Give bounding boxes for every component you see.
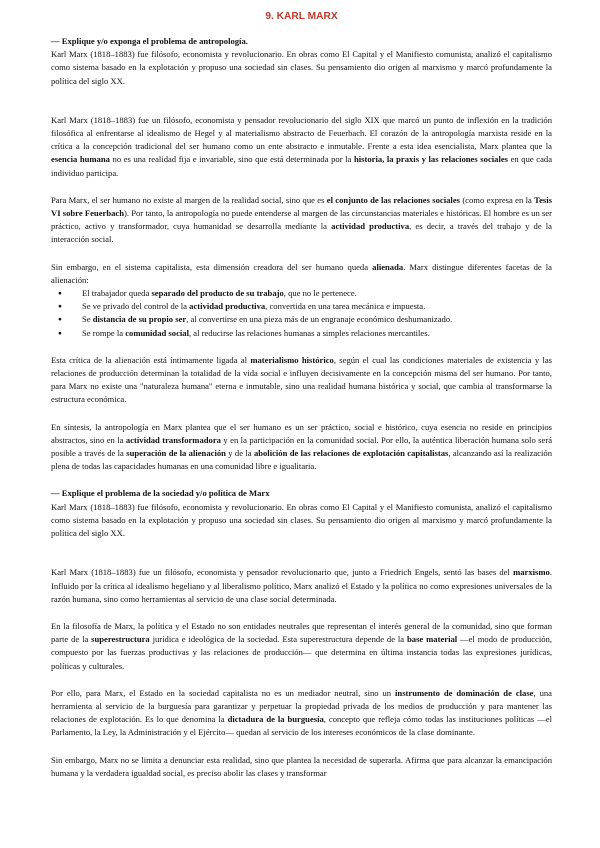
section-heading-anthropology: — Explique y/o exponga el problema de antropología. xyxy=(51,36,248,46)
list-item: ● El trabajador queda separado del producto de su trabajo, que no le pertenece. xyxy=(51,287,552,300)
paragraph: Esta crítica de la alienación está íntimamente ligada al materialismo histórico, según el cual las condiciones materiales de existencia y las relaciones de producción determinan la totalidad de la vida social e influyen decisivamente en la concepción misma del ser humano. Por tanto, para Marx no existe una "naturaleza humana" eterna e inmutable, sino una realidad humana histórica y social, que cambia al transformarse la estructura económica. xyxy=(51,354,552,405)
paragraph: En síntesis, la antropología en Marx plantea que el ser humano es un ser práctico, social e histórico, cuya esencia no reside en principios abstractos, sino en la actividad transformadora y en la participación en la comunidad social. Por ello, la auténtica liberación humana solo será posible a través de la superación de la alienación y de la abolición de las relaciones de explotación capitalistas, alcanzando así la realización plena de todas las capacidades humanas en una comunidad libre e igualitaria. xyxy=(51,421,553,472)
paragraph: Sin embargo, en el sistema capitalista, esta dimensión creadora del ser humano queda alienada. Marx distingue diferentes facetas de la alienación: xyxy=(51,261,552,285)
paragraph: Por ello, para Marx, el Estado en la sociedad capitalista no es un mediador neutral, sino un instrumento de dominación de clase, una herramienta al servicio de la burguesía para garantizar y perpetuar la propiedad privada de los medios de producción y para mantener las relaciones de explotación. Es lo que denomina la dictadura de la burguesía, concepto que refleja cómo todas las instituciones políticas —el Parlamento, la Ley, la Administración y el Ejército— quedan al servicio de los intereses económicos de la clase dominante. xyxy=(51,687,552,738)
paragraph: Karl Marx (1818–1883) fue un filósofo, economista y pensador revolucionario que, junto a Friedrich Engels, sentó las bases del marxismo. Influido por la crítica al idealismo hegeliano y al liberalismo político, Marx analizó el Estado y la política no como expresiones universales de la razón humana, sino como herramientas al servicio de una clase social determinada. xyxy=(51,567,552,604)
list-item: ● Se distancia de su propio ser, al convertirse en una pieza más de un engranaje económico deshumanizado. xyxy=(51,313,552,326)
alienation-list xyxy=(51,287,552,340)
intro-paragraph: Karl Marx (1818–1883) fue filósofo, economista y revolucionario. En obras como El Capital y el Manifiesto comunista, analizó el capitalismo como sistema basado en la explotación y propuso una sociedad sin clases. Su pensamiento dio origen al marxismo y marcó profundamente la política del siglo XX. xyxy=(51,49,552,86)
page-title: 9. KARL MARX xyxy=(265,11,338,22)
paragraph: Karl Marx (1818–1883) fue un filósofo, economista y pensador revolucionario del siglo XIX que marcó un punto de inflexión en la tradición filosófica al enfrentarse al idealismo de Hegel y al materialismo abstracto de Feuerbach. El corazón de la antropología marxista reside en la crítica a la concepción tradicional del ser humano como un ente abstracto e inmutable. Frente a esta idea esencialista, Marx plantea que la esencia humana no es una realidad fija e invariable, sino que está determinada por la historia, la praxis y las relaciones sociales en que cada individuo participa. xyxy=(51,114,553,178)
paragraph: Sin embargo, Marx no se limita a denunciar esta realidad, sino que plantea la necesidad de superarla. Afirma que para alcanzar la emancipación humana y la verdadera igualdad social, es preciso abolir las clases y transformar xyxy=(51,754,552,778)
paragraph: Para Marx, el ser humano no existe al margen de la realidad social, sino que es el conjunto de las relaciones sociales (como expresa en la Tesis VI sobre Feuerbach). Por tanto, la antropología no puede entenderse al margen de las circunstancias materiales e históricas. El hombre es un ser práctico, activo y transformador, cuya humanidad se desarrolla mediante la actividad productiva, es decir, a través del trabajo y de la interacción social. xyxy=(51,194,552,245)
intro-paragraph: Karl Marx (1818–1883) fue filósofo, economista y revolucionario. En obras como El Capital y el Manifiesto comunista, analizó el capitalismo como sistema basado en la explotación y propuso una sociedad sin clases. Su pensamiento dio origen al marxismo y marcó profundamente la política del siglo XX. xyxy=(51,501,552,539)
paragraph: En la filosofía de Marx, la política y el Estado no son entidades neutrales que representan el interés general de la comunidad, sino que forman parte de la superestructura jurídica e ideológica de la sociedad. Esta superestructura depende de la base material —el modo de producción, compuesto por las fuerzas productivas y las relaciones de producción— que determina en última instancia todas las expresiones jurídicas, políticas y culturales. xyxy=(51,620,552,671)
list-item: ● Se ve privado del control de la actividad productiva, convertida en una tarea mecánica e impuesta. xyxy=(51,300,552,313)
section-heading-politics: — Explique el problema de la sociedad y/o política de Marx xyxy=(51,488,270,499)
list-item: ● Se rompe la comunidad social, al reducirse las relaciones humanas a simples relaciones mercantiles. xyxy=(51,327,552,340)
